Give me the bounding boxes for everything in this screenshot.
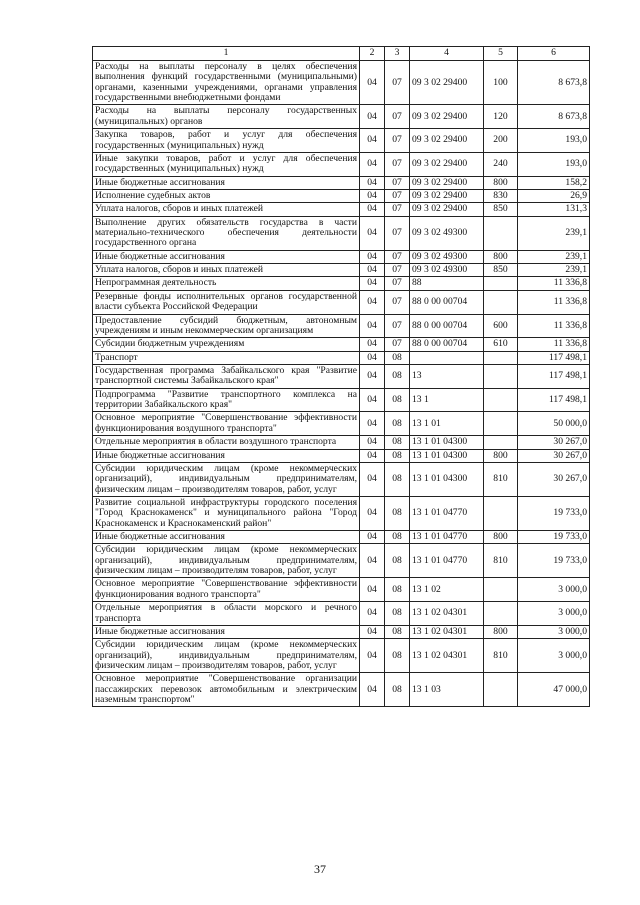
cell-expense-type: 800 <box>484 531 518 544</box>
cell-expense-type: 850 <box>484 203 518 216</box>
cell-name: Основное мероприятие "Совершенствование эффективности функционирования воздушного транспорта" <box>93 412 360 436</box>
cell-target-code: 13 1 01 04300 <box>410 462 484 496</box>
cell-name: Субсидии юридическим лицам (кроме некоммерческих организаций), индивидуальным предпринимателям, физическим лицам – производителям товаров, работ, услуг <box>93 462 360 496</box>
cell-name: Государственная программа Забайкальского края "Развитие транспортной системы Забайкальского края" <box>93 364 360 388</box>
cell-name: Предоставление субсидий бюджетным, автономным учреждениям и иным некоммерческим организациям <box>93 314 360 338</box>
cell-section: 04 <box>360 449 385 462</box>
table-row <box>93 264 590 277</box>
cell-section: 04 <box>360 496 385 530</box>
page-number: 37 <box>314 862 326 876</box>
column-header: 1 <box>93 47 360 61</box>
table-row <box>93 364 590 388</box>
cell-amount: 3 000,0 <box>518 625 590 638</box>
cell-target-code: 09 3 02 29400 <box>410 129 484 153</box>
cell-target-code: 13 1 01 04770 <box>410 544 484 578</box>
cell-section: 04 <box>360 264 385 277</box>
cell-target-code: 09 3 02 29400 <box>410 176 484 189</box>
cell-name: Основное мероприятие "Совершенствование эффективности функционирования водного транспорта" <box>93 578 360 602</box>
cell-subsection: 07 <box>385 338 410 351</box>
cell-amount: 117 498,1 <box>518 351 590 364</box>
cell-subsection: 08 <box>385 388 410 412</box>
cell-section: 04 <box>360 436 385 449</box>
table-row <box>93 673 590 707</box>
cell-target-code: 09 3 02 29400 <box>410 189 484 202</box>
cell-amount: 47 000,0 <box>518 673 590 707</box>
table-body <box>93 61 590 707</box>
cell-amount: 8 673,8 <box>518 105 590 129</box>
cell-name: Уплата налогов, сборов и иных платежей <box>93 264 360 277</box>
cell-expense-type <box>484 388 518 412</box>
cell-section: 04 <box>360 277 385 290</box>
cell-subsection: 07 <box>385 314 410 338</box>
cell-amount: 11 336,8 <box>518 338 590 351</box>
cell-subsection: 08 <box>385 531 410 544</box>
cell-expense-type: 800 <box>484 250 518 263</box>
cell-section: 04 <box>360 412 385 436</box>
column-header: 4 <box>410 47 484 61</box>
cell-subsection: 08 <box>385 351 410 364</box>
cell-name: Подпрограмма "Развитие транспортного комплекса на территории Забайкальского края" <box>93 388 360 412</box>
table-row <box>93 639 590 673</box>
table-row <box>93 152 590 176</box>
cell-amount: 117 498,1 <box>518 364 590 388</box>
budget-table <box>92 46 590 707</box>
cell-expense-type <box>484 673 518 707</box>
cell-name: Иные бюджетные ассигнования <box>93 449 360 462</box>
table-row <box>93 189 590 202</box>
cell-amount: 30 267,0 <box>518 436 590 449</box>
cell-name: Расходы на выплаты персоналу в целях обеспечения выполнения функций государственными (муниципальными) органами, казенными учреждениями, органами управления государственными внебюджетными фондами <box>93 61 360 105</box>
cell-subsection: 08 <box>385 412 410 436</box>
cell-expense-type <box>484 364 518 388</box>
cell-subsection: 07 <box>385 264 410 277</box>
cell-amount: 19 733,0 <box>518 531 590 544</box>
cell-name: Транспорт <box>93 351 360 364</box>
table-row <box>93 250 590 263</box>
column-header: 2 <box>360 47 385 61</box>
cell-target-code <box>410 351 484 364</box>
table-row <box>93 602 590 626</box>
cell-subsection: 08 <box>385 625 410 638</box>
cell-subsection: 08 <box>385 673 410 707</box>
cell-section: 04 <box>360 61 385 105</box>
cell-target-code: 09 3 02 49300 <box>410 250 484 263</box>
cell-target-code: 13 1 02 04301 <box>410 625 484 638</box>
cell-expense-type: 810 <box>484 544 518 578</box>
cell-section: 04 <box>360 314 385 338</box>
cell-section: 04 <box>360 364 385 388</box>
cell-amount: 11 336,8 <box>518 314 590 338</box>
table-row <box>93 412 590 436</box>
cell-name: Резервные фонды исполнительных органов государственной власти субъекта Российской Федерации <box>93 290 360 314</box>
cell-amount: 193,0 <box>518 152 590 176</box>
cell-section: 04 <box>360 462 385 496</box>
cell-amount: 50 000,0 <box>518 412 590 436</box>
cell-name: Расходы на выплаты персоналу государственных (муниципальных) органов <box>93 105 360 129</box>
cell-section: 04 <box>360 388 385 412</box>
cell-name: Развитие социальной инфраструктуры городского поселения "Город Краснокаменск" и муниципального района "Город Краснокаменск и Краснокаменский район" <box>93 496 360 530</box>
cell-amount: 3 000,0 <box>518 602 590 626</box>
cell-expense-type: 810 <box>484 462 518 496</box>
cell-amount: 30 267,0 <box>518 449 590 462</box>
cell-target-code: 09 3 02 29400 <box>410 61 484 105</box>
table-row <box>93 449 590 462</box>
cell-amount: 19 733,0 <box>518 544 590 578</box>
cell-subsection: 08 <box>385 364 410 388</box>
table-row <box>93 105 590 129</box>
cell-target-code: 13 1 01 <box>410 412 484 436</box>
cell-subsection: 07 <box>385 250 410 263</box>
cell-amount: 193,0 <box>518 129 590 153</box>
cell-expense-type: 830 <box>484 189 518 202</box>
cell-subsection: 08 <box>385 602 410 626</box>
cell-target-code: 13 1 01 04770 <box>410 496 484 530</box>
cell-name: Субсидии юридическим лицам (кроме некоммерческих организаций), индивидуальным предпринимателям, физическим лицам – производителям товаров, работ, услуг <box>93 639 360 673</box>
cell-subsection: 07 <box>385 277 410 290</box>
cell-amount: 117 498,1 <box>518 388 590 412</box>
cell-section: 04 <box>360 189 385 202</box>
cell-expense-type <box>484 412 518 436</box>
cell-target-code: 09 3 02 49300 <box>410 216 484 250</box>
cell-name: Иные закупки товаров, работ и услуг для обеспечения государственных (муниципальных) нужд <box>93 152 360 176</box>
cell-amount: 239,1 <box>518 216 590 250</box>
cell-subsection: 07 <box>385 290 410 314</box>
cell-name: Выполнение других обязательств государства в части материально-технического обеспечения деятельности государственного органа <box>93 216 360 250</box>
table-row <box>93 338 590 351</box>
cell-target-code: 13 1 01 04770 <box>410 531 484 544</box>
cell-expense-type <box>484 277 518 290</box>
cell-subsection: 07 <box>385 152 410 176</box>
cell-target-code: 09 3 02 49300 <box>410 264 484 277</box>
cell-subsection: 08 <box>385 462 410 496</box>
cell-subsection: 07 <box>385 61 410 105</box>
cell-section: 04 <box>360 531 385 544</box>
table-row <box>93 176 590 189</box>
cell-section: 04 <box>360 625 385 638</box>
table-row <box>93 351 590 364</box>
cell-name: Иные бюджетные ассигнования <box>93 625 360 638</box>
cell-section: 04 <box>360 351 385 364</box>
cell-subsection: 08 <box>385 639 410 673</box>
cell-name: Субсидии юридическим лицам (кроме некоммерческих организаций), индивидуальным предпринимателям, физическим лицам – производителям товаров, работ, услуг <box>93 544 360 578</box>
cell-expense-type <box>484 578 518 602</box>
table-row <box>93 388 590 412</box>
cell-amount: 239,1 <box>518 250 590 263</box>
cell-subsection: 07 <box>385 129 410 153</box>
cell-target-code: 13 1 02 04301 <box>410 639 484 673</box>
cell-target-code: 88 0 00 00704 <box>410 314 484 338</box>
cell-name: Иные бюджетные ассигнования <box>93 250 360 263</box>
cell-amount: 131,3 <box>518 203 590 216</box>
cell-subsection: 08 <box>385 496 410 530</box>
cell-target-code: 13 1 03 <box>410 673 484 707</box>
cell-target-code: 13 1 <box>410 388 484 412</box>
cell-target-code: 13 1 01 04300 <box>410 449 484 462</box>
cell-section: 04 <box>360 544 385 578</box>
cell-expense-type: 800 <box>484 176 518 189</box>
cell-section: 04 <box>360 338 385 351</box>
column-header: 3 <box>385 47 410 61</box>
cell-subsection: 08 <box>385 436 410 449</box>
cell-expense-type <box>484 436 518 449</box>
table-row <box>93 462 590 496</box>
cell-section: 04 <box>360 152 385 176</box>
cell-expense-type: 810 <box>484 639 518 673</box>
cell-section: 04 <box>360 129 385 153</box>
cell-expense-type <box>484 216 518 250</box>
cell-section: 04 <box>360 290 385 314</box>
cell-name: Отдельные мероприятия в области морского и речного транспорта <box>93 602 360 626</box>
cell-expense-type <box>484 602 518 626</box>
cell-subsection: 07 <box>385 105 410 129</box>
cell-expense-type: 800 <box>484 449 518 462</box>
cell-target-code: 88 0 00 00704 <box>410 338 484 351</box>
cell-name: Иные бюджетные ассигнования <box>93 176 360 189</box>
cell-expense-type: 100 <box>484 61 518 105</box>
table-row <box>93 436 590 449</box>
cell-subsection: 07 <box>385 189 410 202</box>
cell-name: Исполнение судебных актов <box>93 189 360 202</box>
cell-amount: 3 000,0 <box>518 639 590 673</box>
cell-section: 04 <box>360 578 385 602</box>
cell-subsection: 07 <box>385 203 410 216</box>
column-header: 6 <box>518 47 590 61</box>
cell-target-code: 09 3 02 29400 <box>410 203 484 216</box>
cell-expense-type: 850 <box>484 264 518 277</box>
cell-amount: 3 000,0 <box>518 578 590 602</box>
cell-section: 04 <box>360 216 385 250</box>
cell-subsection: 08 <box>385 544 410 578</box>
table-row <box>93 578 590 602</box>
cell-section: 04 <box>360 176 385 189</box>
cell-target-code: 13 1 02 04301 <box>410 602 484 626</box>
cell-subsection: 07 <box>385 176 410 189</box>
cell-expense-type: 800 <box>484 625 518 638</box>
cell-target-code: 88 0 00 00704 <box>410 290 484 314</box>
table-row <box>93 216 590 250</box>
cell-name: Отдельные мероприятия в области воздушного транспорта <box>93 436 360 449</box>
cell-target-code: 09 3 02 29400 <box>410 105 484 129</box>
cell-subsection: 08 <box>385 449 410 462</box>
cell-target-code: 88 <box>410 277 484 290</box>
cell-name: Уплата налогов, сборов и иных платежей <box>93 203 360 216</box>
cell-name: Основное мероприятие "Совершенствование организации пассажирских перевозок автомобильным и электрическим наземным транспортом" <box>93 673 360 707</box>
table-row <box>93 544 590 578</box>
table-header-row <box>93 47 590 61</box>
cell-section: 04 <box>360 105 385 129</box>
cell-subsection: 08 <box>385 578 410 602</box>
cell-subsection: 07 <box>385 216 410 250</box>
cell-expense-type: 120 <box>484 105 518 129</box>
cell-expense-type: 610 <box>484 338 518 351</box>
cell-expense-type: 240 <box>484 152 518 176</box>
cell-section: 04 <box>360 203 385 216</box>
table-row <box>93 129 590 153</box>
table-row <box>93 625 590 638</box>
cell-expense-type: 200 <box>484 129 518 153</box>
cell-name: Непрограммная деятельность <box>93 277 360 290</box>
cell-amount: 19 733,0 <box>518 496 590 530</box>
cell-amount: 26,9 <box>518 189 590 202</box>
table-row <box>93 314 590 338</box>
cell-section: 04 <box>360 250 385 263</box>
cell-amount: 158,2 <box>518 176 590 189</box>
cell-expense-type <box>484 290 518 314</box>
cell-amount: 239,1 <box>518 264 590 277</box>
cell-expense-type <box>484 496 518 530</box>
cell-amount: 11 336,8 <box>518 290 590 314</box>
cell-target-code: 09 3 02 29400 <box>410 152 484 176</box>
table-row <box>93 61 590 105</box>
cell-amount: 30 267,0 <box>518 462 590 496</box>
cell-name: Иные бюджетные ассигнования <box>93 531 360 544</box>
cell-section: 04 <box>360 602 385 626</box>
table-row <box>93 496 590 530</box>
cell-name: Субсидии бюджетным учреждениям <box>93 338 360 351</box>
cell-amount: 8 673,8 <box>518 61 590 105</box>
cell-section: 04 <box>360 639 385 673</box>
column-header: 5 <box>484 47 518 61</box>
cell-name: Закупка товаров, работ и услуг для обеспечения государственных (муниципальных) нужд <box>93 129 360 153</box>
cell-section: 04 <box>360 673 385 707</box>
cell-expense-type <box>484 351 518 364</box>
cell-target-code: 13 1 01 04300 <box>410 436 484 449</box>
cell-target-code: 13 <box>410 364 484 388</box>
cell-target-code: 13 1 02 <box>410 578 484 602</box>
table-row <box>93 531 590 544</box>
cell-amount: 11 336,8 <box>518 277 590 290</box>
cell-expense-type: 600 <box>484 314 518 338</box>
table-row <box>93 203 590 216</box>
table-row <box>93 277 590 290</box>
table-row <box>93 290 590 314</box>
